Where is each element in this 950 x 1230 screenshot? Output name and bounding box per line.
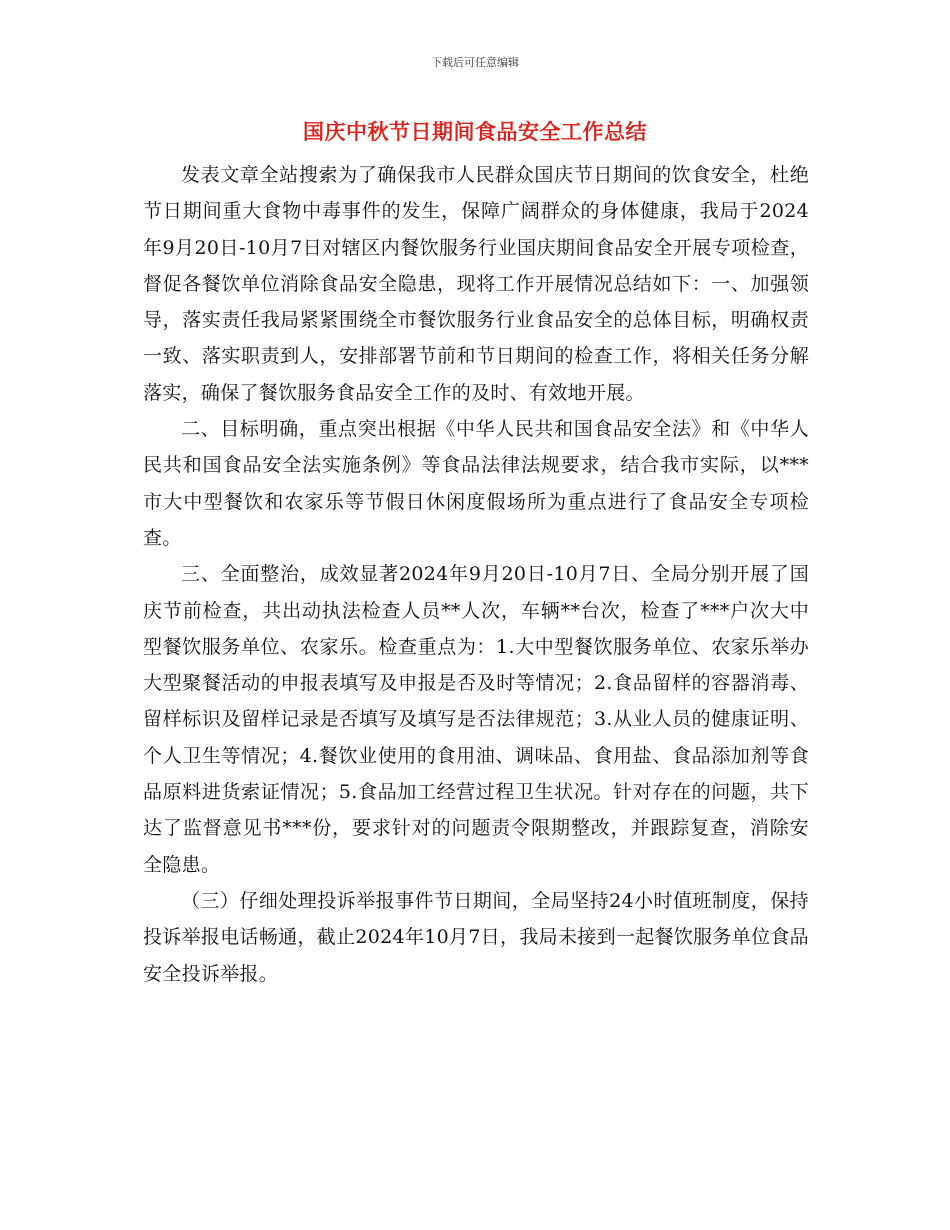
paragraph-intro: 发表文章全站搜索为了确保我市人民群众国庆节日期间的饮食安全，杜绝节日期间重大食物中毒事件的发生，保障广阔群众的身体健康，我局于2024年9月20日-10月7日对辖区内餐饮服务行业国庆期间食品安全开展专项检查，督促各餐饮单位消除食品安全隐患，现将工作开展情况总结如下：一、加强领导，落实责任我局紧紧围绕全市餐饮服务行业食品安全的总体目标，明确权责一致、落实职责到人，安排部署节前和节日期间的检查工作，将相关任务分解落实，确保了餐饮服务食品安全工作的及时、有效地开展。 [143, 164, 809, 404]
page-header-note: 下载后可任意编辑 [431, 56, 519, 69]
document-body [143, 157, 809, 992]
paragraph-complaints: （三）仔细处理投诉举报事件节日期间，全局坚持24小时值班制度，保持投诉举报电话畅通，截止2024年10月7日，我局未接到一起餐饮服务单位食品安全投诉举报。 [143, 889, 809, 985]
paragraph-section-2: 二、目标明确，重点突出根据《中华人民共和国食品安全法》和《中华人民共和国食品安全法实施条例》等食品法律法规要求，结合我市实际，以***市大中型餐饮和农家乐等节假日休闲度假场所为重点进行了食品安全专项检查。 [143, 418, 809, 549]
document-title: 国庆中秋节日期间食品安全工作总结 [303, 120, 647, 144]
paragraph-section-3: 三、全面整治，成效显著2024年9月20日-10月7日、全局分别开展了国庆节前检查，共出动执法检查人员**人次，车辆**台次，检查了***户次大中型餐饮服务单位、农家乐。检查重点为：1.大中型餐饮服务单位、农家乐举办大型聚餐活动的申报表填写及申报是否及时等情况；2.食品留样的容器消毒、留样标识及留样记录是否填写及填写是否法律规范；3.从业人员的健康证明、个人卫生等情况；4.餐饮业使用的食用油、调味品、食用盐、食品添加剂等食品原料进货索证情况；5.食品加工经营过程卫生状况。针对存在的问题，共下达了监督意见书***份，要求针对的问题责令限期整改，并跟踪复查，消除安全隐患。 [143, 563, 809, 876]
